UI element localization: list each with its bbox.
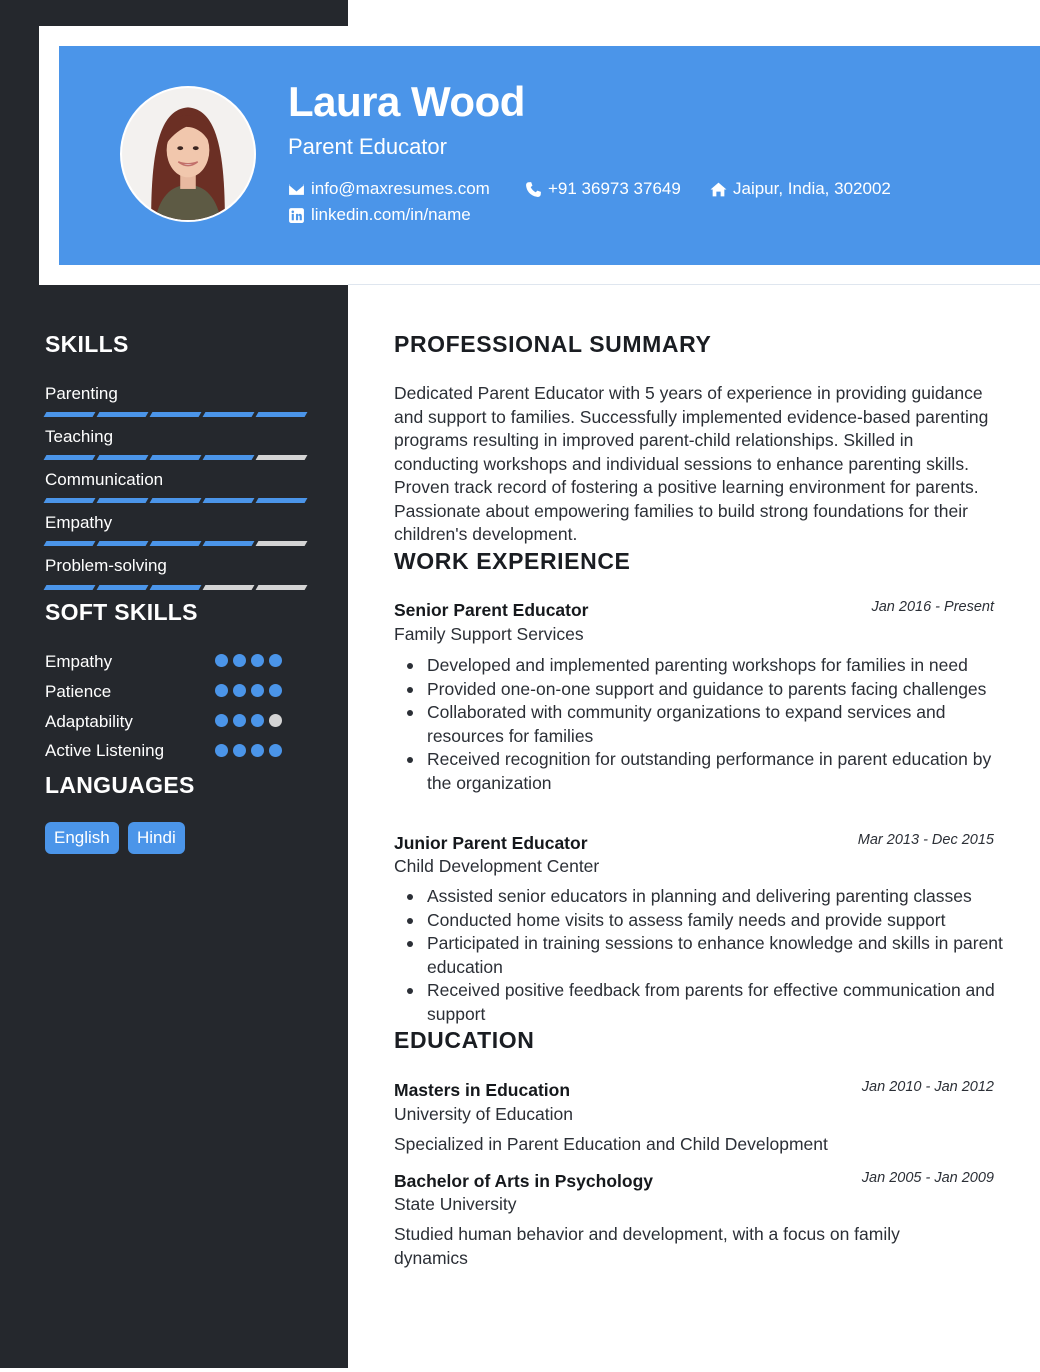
skill-segment [203, 541, 255, 546]
avatar [120, 86, 256, 222]
job-company: Family Support Services [394, 624, 584, 644]
education-school: State University [394, 1194, 517, 1214]
skill-segment [150, 498, 202, 503]
rating-dot [215, 714, 228, 727]
header-divider [348, 284, 1040, 285]
rating-dot [269, 654, 282, 667]
skill-segment [44, 412, 96, 417]
skill-segment [44, 498, 96, 503]
skill-segment [97, 498, 149, 503]
linkedin-text: linkedin.com/in/name [311, 205, 471, 224]
soft-skill-label: Active Listening [45, 741, 165, 760]
soft-skills-title: SOFT SKILLS [45, 599, 198, 625]
list-item: Received positive feedback from parents for effective communication and support [394, 979, 1004, 1026]
job-date: Mar 2013 - Dec 2015 [857, 832, 994, 848]
skill-bar [45, 585, 306, 590]
rating-dot [233, 714, 246, 727]
rating-dot [215, 684, 228, 697]
job-title: Junior Parent Educator [394, 833, 588, 853]
contact-email[interactable] [288, 179, 490, 199]
phone-icon [525, 181, 542, 198]
skill-bar [45, 412, 306, 417]
summary-title: PROFESSIONAL SUMMARY [394, 331, 712, 357]
skill-segment [97, 455, 149, 460]
envelope-icon [288, 181, 305, 198]
skill-segment [256, 412, 308, 417]
rating-dot [233, 744, 246, 757]
skill-segment [150, 455, 202, 460]
skills-title: SKILLS [45, 331, 129, 357]
skill-segment [44, 541, 96, 546]
skill-label: Parenting [45, 384, 118, 403]
education-date: Jan 2010 - Jan 2012 [861, 1079, 994, 1095]
language-tag: English [45, 822, 119, 854]
skill-segment [203, 455, 255, 460]
skill-segment [97, 585, 149, 590]
skill-segment [203, 412, 255, 417]
rating-dot [251, 684, 264, 697]
education-school: University of Education [394, 1104, 573, 1124]
job-bullets [394, 885, 1004, 1026]
skill-segment [256, 585, 308, 590]
skill-segment [44, 455, 96, 460]
skill-segment [150, 585, 202, 590]
education-description: Studied human behavior and development, with a focus on family dynamics [394, 1224, 900, 1268]
contact-location [710, 179, 891, 199]
rating-dot [251, 714, 264, 727]
list-item: Collaborated with community organizations to expand services and resources for families [394, 701, 1004, 748]
list-item: Conducted home visits to assess family needs and provide support [394, 909, 1004, 933]
soft-skill-label: Adaptability [45, 712, 133, 731]
summary-text: Dedicated Parent Educator with 5 years of experience in providing guidance and support to families. Successfully implemented evidence-based parenting programs resulting in improved parent-child relationships. Skilled in conducting workshops and individual sessions to enhance parenting skills. Proven track record of fostering a positive learning environment for parents. Passionate about empowering families to build strong foundations for their children's development. [394, 383, 989, 544]
soft-skill-label: Patience [45, 682, 112, 701]
location-text: Jaipur, India, 302002 [733, 179, 891, 198]
education-title: EDUCATION [394, 1027, 535, 1053]
language-tag: Hindi [128, 822, 185, 854]
skill-bar [45, 541, 306, 546]
phone-text: +91 36973 37649 [548, 179, 681, 198]
rating-dot [269, 744, 282, 757]
list-item: Provided one-on-one support and guidance to parents facing challenges [394, 678, 1004, 702]
education-degree: Bachelor of Arts in Psychology [394, 1171, 653, 1191]
skill-segment [150, 412, 202, 417]
rating-dot [215, 744, 228, 757]
skill-segment [44, 585, 96, 590]
skill-segment [256, 541, 308, 546]
rating-dot [251, 654, 264, 667]
skill-bar [45, 498, 306, 503]
education-description: Specialized in Parent Education and Child Development [394, 1134, 828, 1154]
skill-segment [97, 541, 149, 546]
skill-bar [45, 455, 306, 460]
skill-segment [150, 541, 202, 546]
list-item: Developed and implemented parenting workshops for families in need [394, 654, 1004, 678]
home-icon [710, 181, 727, 198]
list-item: Participated in training sessions to enhance knowledge and skills in parent education [394, 932, 1004, 979]
skill-segment [256, 455, 308, 460]
skill-segment [203, 498, 255, 503]
languages-title: LANGUAGES [45, 772, 195, 798]
skill-label: Teaching [45, 427, 114, 446]
contact-linkedin[interactable] [288, 205, 471, 225]
rating-dot [215, 654, 228, 667]
skill-segment [256, 498, 308, 503]
skill-label: Problem-solving [45, 556, 167, 575]
education-date: Jan 2005 - Jan 2009 [861, 1170, 994, 1186]
rating-dot [251, 744, 264, 757]
skill-segment [203, 585, 255, 590]
candidate-role: Parent Educator [288, 134, 447, 159]
skill-label: Communication [45, 470, 164, 489]
linkedin-icon [288, 207, 305, 224]
rating-dot [233, 684, 246, 697]
skill-label: Empathy [45, 513, 113, 532]
email-text: info@maxresumes.com [311, 179, 490, 198]
skill-segment [97, 412, 149, 417]
rating-dot [269, 714, 282, 727]
job-company: Child Development Center [394, 856, 600, 876]
candidate-name: Laura Wood [288, 78, 525, 125]
contact-phone[interactable] [525, 179, 681, 199]
experience-title: WORK EXPERIENCE [394, 548, 631, 574]
job-title: Senior Parent Educator [394, 600, 589, 620]
list-item: Assisted senior educators in planning and delivering parenting classes [394, 885, 1004, 909]
job-bullets [394, 654, 1004, 795]
soft-skill-label: Empathy [45, 652, 113, 671]
rating-dot [269, 684, 282, 697]
list-item: Received recognition for outstanding performance in parent education by the organization [394, 748, 1004, 795]
profile-photo [122, 88, 254, 220]
job-date: Jan 2016 - Present [871, 599, 994, 615]
education-degree: Masters in Education [394, 1080, 571, 1100]
rating-dot [233, 654, 246, 667]
